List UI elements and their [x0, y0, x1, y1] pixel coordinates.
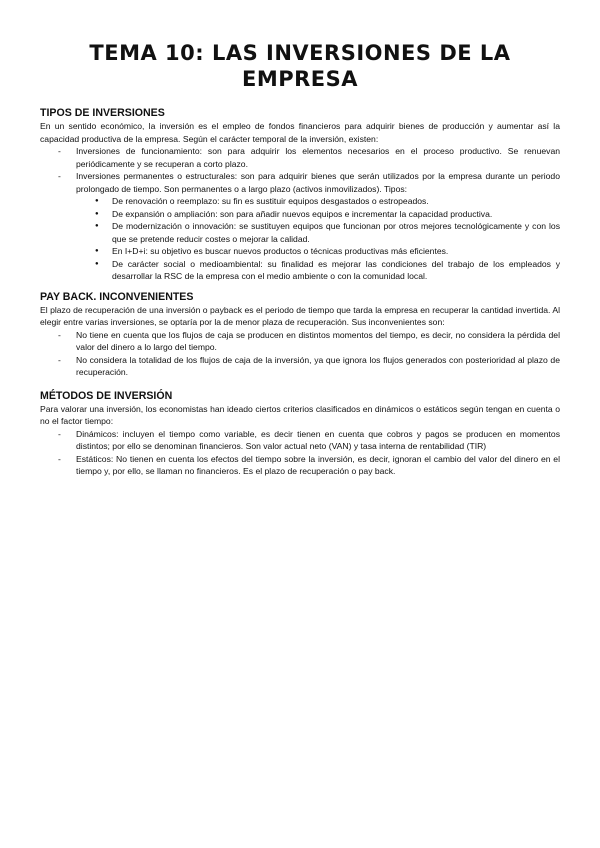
section-heading-payback: PAY BACK. INCONVENIENTES — [40, 290, 194, 303]
section-intro-metodos: Para valorar una inversión, los economistas han ideado ciertos criterios clasificados en dinámicos o estáticos según tengan en cuenta o no el factor tiempo: — [40, 403, 560, 426]
section-intro-payback: El plazo de recuperación de una inversión o payback es el periodo de tiempo que tarda la empresa en recuperar la cantidad invertida. Al elegir entre varias inversiones, se optaría por la de menor plaza de recuperación. Sus inconvenientes son: — [40, 304, 560, 327]
list-item — [40, 170, 560, 283]
sub-list-item: ● En I+D+i: su objetivo es buscar nuevos productos o técnicas productivas más eficientes. — [40, 245, 560, 258]
list-item-text: Inversiones permanentes o estructurales: son para adquirir bienes que serán utilizados por la empresa durante un periodo prolongado de tiempo. Son permanentes o a largo plazo (activos inmovilizados). Tipos: — [76, 171, 560, 194]
section-payback — [40, 291, 560, 379]
list-item: - Inversiones de funcionamiento: son para adquirir los elementos necesarios en el proceso productivo. Se renuevan periódicamente y se recuperan a corto plazo. — [40, 145, 560, 170]
list-item: - Dinámicos: incluyen el tiempo como variable, es decir tienen en cuenta que cobros y pagos se producen en momentos distintos; por ello se denominan financieros. Son valor actual neto (VAN) y tasa interna de rentabilidad (TIR) — [40, 428, 560, 453]
list-item: - No considera la totalidad de los flujos de caja de la inversión, ya que ignora los flujos generados con posterioridad al plazo de recuperación. — [40, 354, 560, 379]
sub-list-item: ● De expansión o ampliación: son para añadir nuevos equipos e incrementar la capacidad productiva. — [40, 208, 560, 221]
subtypes-list — [40, 195, 560, 283]
section-heading-tipos: TIPOS DE INVERSIONES — [40, 107, 165, 119]
payback-list — [40, 329, 560, 379]
list-item: - Estáticos: No tienen en cuenta los efectos del tiempo sobre la inversión, es decir, ignoran el cambio del valor del dinero en el tiempo y, por ello, se llaman no financieros. Es el plazo de recuperación o pay back. — [40, 453, 560, 478]
sub-list-item: ● De carácter social o medioambiental: su finalidad es mejorar las condiciones del trabajo de los empleados y desarrollar la RSC de la empresa con el medio ambiente o con la comunidad local. — [40, 258, 560, 283]
section-intro-tipos: En un sentido económico, la inversión es el empleo de fondos financieros para adquirir bienes de producción y aumentar así la capacidad productiva de la empresa. Según el carácter temporal de la inversión, existen: — [40, 121, 560, 144]
tipos-list — [40, 145, 560, 283]
section-metodos — [40, 390, 560, 478]
section-tipos — [40, 107, 560, 283]
metodos-list — [40, 428, 560, 478]
section-heading-metodos: MÉTODOS DE INVERSIÓN — [40, 389, 173, 402]
sub-list-item: ● De renovación o reemplazo: su fin es sustituir equipos desgastados o estropeados. — [40, 195, 560, 208]
page-title: TEMA 10: LAS INVERSIONES DE LA EMPRESA — [89, 41, 511, 91]
sub-list-item: ● De modernización o innovación: se sustituyen equipos que funcionan por otros mejores tecnológicamente y con los que se pretende reducir costes o mejorar la calidad. — [40, 220, 560, 245]
list-item: - No tiene en cuenta que los flujos de caja se producen en distintos momentos del tiempo, es decir, no considera la pérdida del valor del dinero a lo largo del tiempo. — [40, 329, 560, 354]
